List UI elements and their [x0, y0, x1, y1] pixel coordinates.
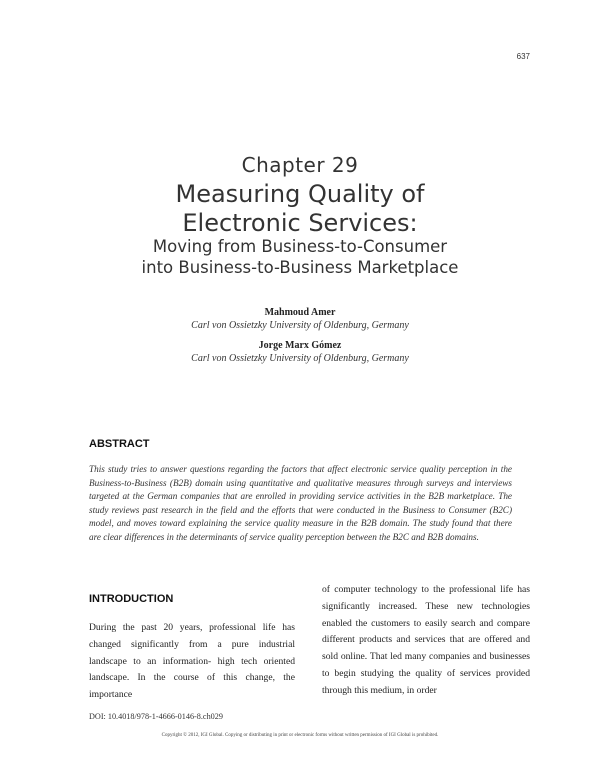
chapter-label: Chapter 29: [241, 153, 359, 177]
subtitle-line-1: Moving from Business-to-Consumer: [152, 237, 448, 256]
chapter-title: [0, 180, 600, 238]
author-affiliation: Carl von Ossietzky University of Oldenburg, Germany: [191, 320, 409, 331]
subtitle-line-2: into Business-to-Business Marketplace: [141, 258, 459, 277]
introduction-heading: INTRODUCTION: [89, 593, 174, 605]
title-line-2: Electronic Services:: [182, 209, 418, 237]
abstract-text: This study tries to answer questions regarding the factors that affect electronic service quality perception in the Business-to-Business (B2B) domain using quantitative and qualitative measures through surveys and interviews targeted at the German companies that are enrolled in providing service activities in the B2B marketplace. The study reviews past research in the field and the efforts that were conducted in the Business to Consumer (B2C) model, and moves toward explaining the service quality measure in the B2B domain. The study found that there are clear differences in the determinants of service quality perception between the B2C and B2B domains.: [89, 464, 512, 542]
author-name: Jorge Marx Gómez: [258, 340, 342, 351]
title-line-1: Measuring Quality of: [175, 180, 425, 208]
introduction-right-column: of computer technology to the professional life has significantly increased. These new technologies enabled the customers to easily search and compare different products and services that are offered and sold online. That led many companies and businesses to begin studying the quality of services provided through this medium, in order: [322, 584, 530, 696]
page-number: 637: [516, 52, 530, 61]
introduction-left-column: During the past 20 years, professional life has changed significantly from a pure industrial landscape to an information- high tech oriented landscape. In the course of this change, the importance: [89, 622, 295, 701]
abstract-heading: ABSTRACT: [89, 438, 150, 450]
author-affiliation: Carl von Ossietzky University of Oldenburg, Germany: [191, 353, 409, 364]
author-name: Mahmoud Amer: [264, 307, 336, 318]
copyright-notice: Copyright © 2012, IGI Global. Copying or distributing in print or electronic forms without written permission of IGI Global is prohibited.: [161, 733, 439, 738]
doi: DOI: 10.4018/978-1-4666-0146-8.ch029: [89, 712, 223, 721]
chapter-subtitle: [0, 236, 600, 278]
